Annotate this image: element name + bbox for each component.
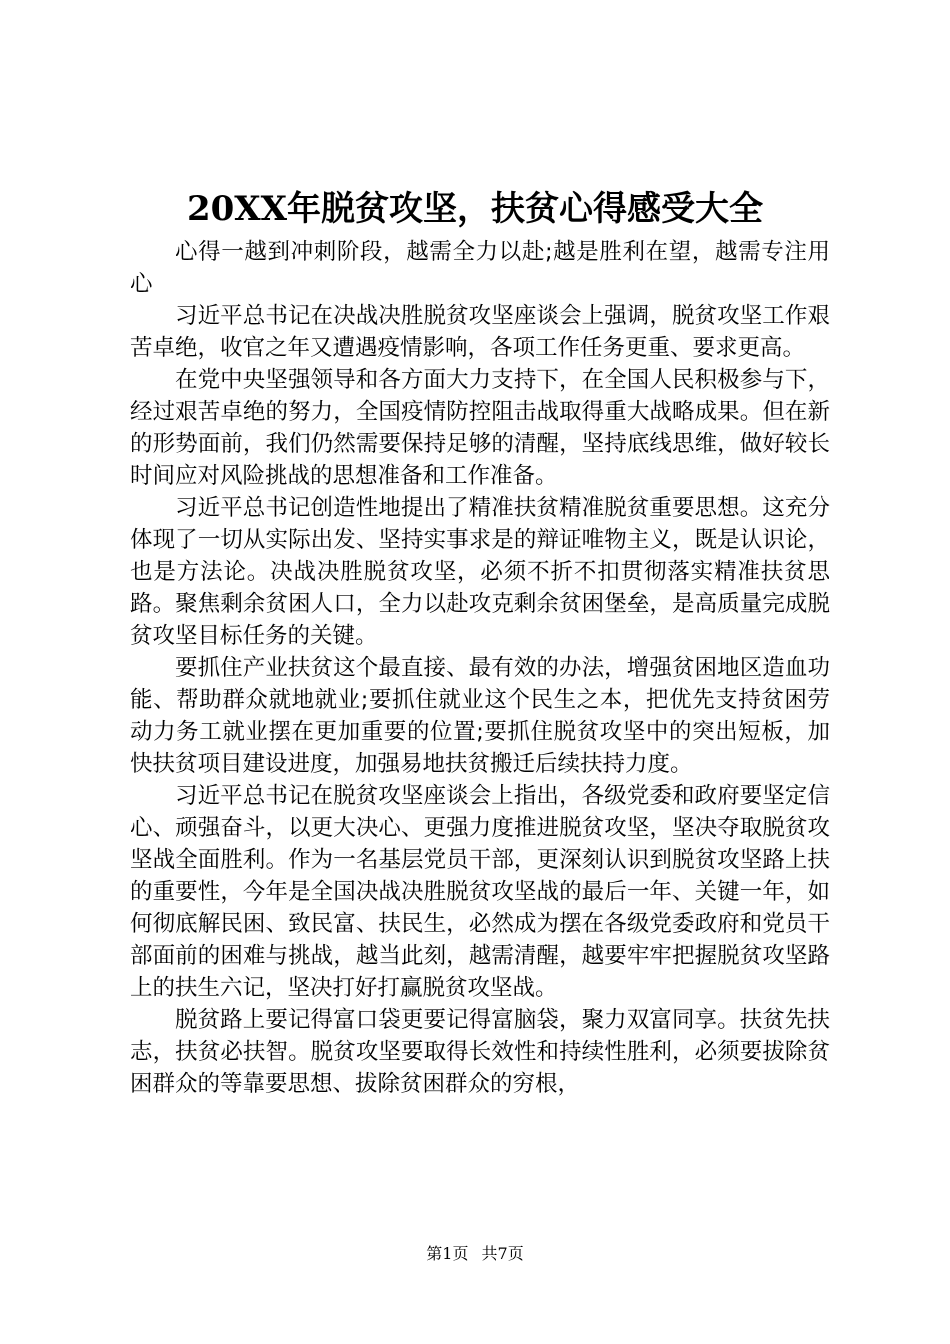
paragraph: 习近平总书记在决战决胜脱贫攻坚座谈会上强调，脱贫攻坚工作艰苦卓绝，收官之年又遭遇疫情影响，各项工作任务更重、要求更高。 bbox=[130, 303, 830, 361]
paragraph: 习近平总书记在脱贫攻坚座谈会上指出，各级党委和政府要坚定信心、顽强奋斗，以更大决心、更强力度推进脱贫攻坚，坚决夺取脱贫攻坚战全面胜利。作为一名基层党员干部，更深刻认识到脱贫攻坚路上扶的重要性，今年是全国决战决胜脱贫攻坚战的最后一年、关键一年，如何彻底解民困、致民富、扶民生，必然成为摆在各级党委政府和党员干部面前的困难与挑战，越当此刻，越需清醒，越要牢牢把握脱贫攻坚路上的扶生六记，坚决打好打赢脱贫攻坚战。 bbox=[130, 783, 830, 1001]
paragraph: 习近平总书记创造性地提出了精准扶贫精准脱贫重要思想。这充分体现了一切从实际出发、坚持实事求是的辩证唯物主义，既是认识论，也是方法论。决战决胜脱贫攻坚，必须不折不扣贯彻落实精准扶贫思路。聚焦剩余贫困人口，全力以赴攻克剩余贫困堡垒，是高质量完成脱贫攻坚目标任务的关键。 bbox=[130, 495, 830, 649]
paragraph: 心得一越到冲刺阶段，越需全力以赴;越是胜利在望，越需专注用心 bbox=[130, 239, 830, 297]
paragraph: 脱贫路上要记得富口袋更要记得富脑袋，聚力双富同享。扶贫先扶志，扶贫必扶智。脱贫攻坚要取得长效性和持续性胜利，必须要拔除贫困群众的等靠要思想、拔除贫困群众的穷根， bbox=[130, 1007, 830, 1097]
document-title: 20XX年脱贫攻坚，扶贫心得感受大全 bbox=[186, 189, 764, 229]
paragraph: 在党中央坚强领导和各方面大力支持下，在全国人民积极参与下，经过艰苦卓绝的努力，全国疫情防控阻击战取得重大战略成果。但在新的形势面前，我们仍然需要保持足够的清醒，坚持底线思维，做好较长时间应对风险挑战的思想准备和工作准备。 bbox=[130, 367, 830, 489]
document-body bbox=[130, 236, 830, 1100]
page-number: 第1页 bbox=[426, 1244, 469, 1263]
page-total: 共7页 bbox=[481, 1244, 524, 1263]
paragraph: 要抓住产业扶贫这个最直接、最有效的办法，增强贫困地区造血功能、帮助群众就地就业;要抓住就业这个民生之本，把优先支持贫困劳动力务工就业摆在更加重要的位置;要抓住脱贫攻坚中的突出短板，加快扶贫项目建设进度，加强易地扶贫搬迁后续扶持力度。 bbox=[130, 655, 830, 777]
page-footer bbox=[0, 1243, 950, 1265]
